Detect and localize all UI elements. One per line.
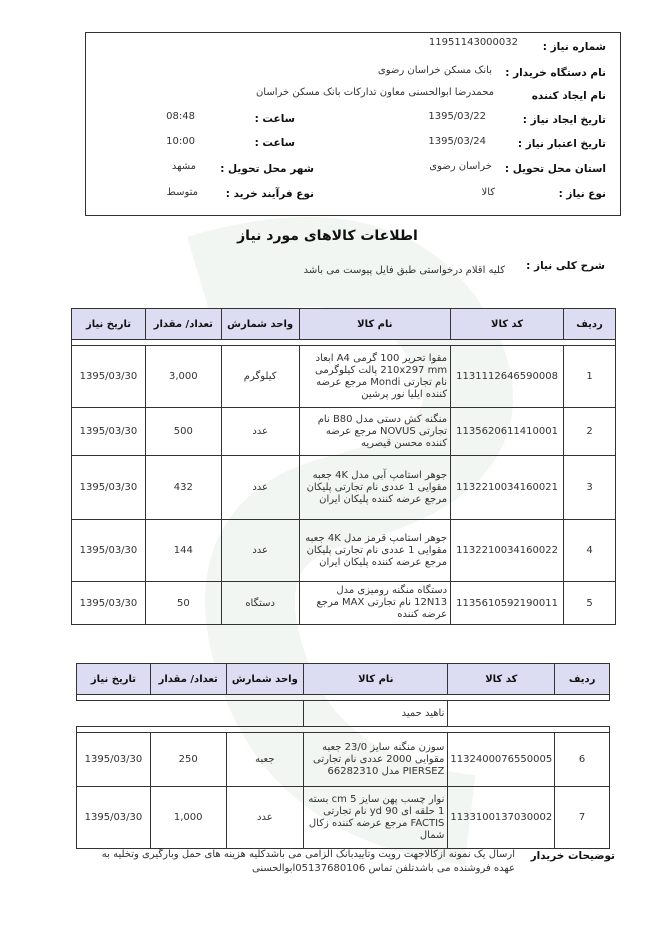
cell-code: 1135620611410001: [451, 408, 564, 456]
buyer-org-label: نام دستگاه خریدار :: [505, 67, 606, 79]
need-header-box: [85, 32, 621, 216]
cell-code: 1132210034160021: [451, 456, 564, 520]
cell-code: 1135610592190011: [451, 582, 564, 625]
cell-name: دستگاه منگنه رومیزی مدل 12N13 نام تجارتی MAX مرجع عرضه کننده: [299, 582, 451, 625]
buyer-notes-label: توضیحات خریدار: [530, 850, 615, 862]
validity-date-value: 1395/03/24: [428, 136, 486, 147]
continuation-row: [77, 701, 610, 727]
table-row: [77, 733, 610, 787]
cell-unit: جعبه: [226, 733, 304, 787]
need-type-label: نوع نیاز :: [558, 188, 606, 200]
header-row: ردیف: [564, 309, 616, 340]
cell-unit: عدد: [221, 456, 299, 520]
cell-unit: دستگاه: [221, 582, 299, 625]
cell-row: 4: [564, 520, 616, 582]
delivery-city-value: مشهد: [171, 161, 196, 172]
cell-code: 1133100137030002: [448, 787, 555, 849]
created-date-label: تاریخ ایجاد نیاز :: [522, 114, 606, 126]
need-type-value: کالا: [481, 187, 495, 198]
cell-date: 1395/03/30: [72, 582, 146, 625]
cell-qty: 432: [145, 456, 221, 520]
header-row: ردیف: [555, 664, 610, 695]
header-code: کد کالا: [451, 309, 564, 340]
header-unit: واحد شمارش: [221, 309, 299, 340]
cell-qty: 500: [145, 408, 221, 456]
cell-date: 1395/03/30: [72, 520, 146, 582]
cell-unit: عدد: [221, 520, 299, 582]
validity-time-value: 10:00: [166, 136, 195, 147]
delivery-province-label: استان محل تحویل :: [504, 163, 606, 175]
validity-time-label: ساعت :: [254, 137, 295, 149]
cell-unit: عدد: [226, 787, 304, 849]
created-time-label: ساعت :: [254, 113, 295, 125]
cell-row: 3: [564, 456, 616, 520]
cell-row: 7: [555, 787, 610, 849]
cell-row: 1: [564, 346, 616, 408]
table-row: [72, 346, 616, 408]
cell-qty: 144: [145, 520, 221, 582]
header-date: تاریخ نیاز: [72, 309, 146, 340]
table-row: [72, 408, 616, 456]
header-qty: تعداد/ مقدار: [150, 664, 226, 695]
cell-qty: 50: [145, 582, 221, 625]
table-row: [72, 582, 616, 625]
cell-unit: کیلوگرم: [221, 346, 299, 408]
cell-code: 1132400076550005: [448, 733, 555, 787]
cell-date: 1395/03/30: [77, 787, 151, 849]
cell-row: 5: [564, 582, 616, 625]
table-row: [77, 787, 610, 849]
created-time-value: 08:48: [166, 111, 195, 122]
section-title: اطلاعات کالاهای مورد نیاز: [237, 228, 418, 244]
items-table-2: [76, 663, 610, 849]
cell-date: 1395/03/30: [72, 456, 146, 520]
header-name: نام کالا: [299, 309, 451, 340]
header-unit: واحد شمارش: [226, 664, 304, 695]
creator-label: نام ایجاد کننده: [531, 90, 606, 102]
header-date: تاریخ نیاز: [77, 664, 151, 695]
cell-date: 1395/03/30: [72, 346, 146, 408]
cell-name: جوهر استامپ قرمز مدل 4K جعبه مقوایی 1 عددی نام تجارتی پلیکان مرجع عرضه کننده پلیکان ایران: [299, 520, 451, 582]
continuation-name: ناهید حمید: [304, 701, 448, 727]
cell-name: مقوا تحریر 100 گرمی A4 ابعاد 210x297 mm پالت کیلوگرمی نام تجارتی Mondi مرجع عرضه کننده ایلیا نور پرشین: [299, 346, 451, 408]
general-description-value: کلیه اقلام درخواستی طبق فایل پیوست می باشد: [303, 265, 505, 276]
cell-name: جوهر استامپ آبی مدل 4K جعبه مقوایی 1 عددی نام تجارتی پلیکان مرجع عرضه کننده پلیکان ایران: [299, 456, 451, 520]
cell-row: 2: [564, 408, 616, 456]
cell-row: 6: [555, 733, 610, 787]
purchase-process-value: متوسط: [166, 187, 198, 198]
cell-code: 1131112646590008: [451, 346, 564, 408]
cell-name: منگنه کش دستی مدل B80 نام تجارتی NOVUS مرجع عرضه کننده محسن قیصریه: [299, 408, 451, 456]
table-row: [72, 520, 616, 582]
cell-date: 1395/03/30: [77, 733, 151, 787]
need-number-value: 11951143000032: [428, 37, 518, 48]
general-description-label: شرح کلی نیاز :: [526, 260, 605, 272]
cell-date: 1395/03/30: [72, 408, 146, 456]
cell-qty: 3,000: [145, 346, 221, 408]
header-qty: تعداد/ مقدار: [145, 309, 221, 340]
header-name: نام کالا: [304, 664, 448, 695]
table-row: [72, 456, 616, 520]
cell-name: سوزن منگنه سایز 23/0 جعبه مقوایی 2000 عددی نام تجارتی PIERSEZ مدل 66282310: [304, 733, 448, 787]
created-date-value: 1395/03/22: [428, 111, 486, 122]
delivery-city-label: شهر محل تحویل :: [220, 163, 314, 175]
items-table-1: [71, 308, 616, 625]
purchase-process-label: نوع فرآیند خرید :: [225, 188, 314, 200]
creator-value: محمدرضا ابوالحسنی معاون تدارکات بانک مسکن خراسان: [255, 87, 494, 98]
validity-date-label: تاریخ اعتبار نیاز :: [517, 138, 606, 150]
cell-unit: عدد: [221, 408, 299, 456]
cell-qty: 250: [150, 733, 226, 787]
need-number-label: شماره نیاز :: [542, 41, 606, 53]
cell-name: نوار چسب پهن سایز 5 cm بسته 1 حلقه ای 90 yd نام تجارتی FACTIS مرجع عرضه کننده زکال شمال: [304, 787, 448, 849]
buyer-notes-text: ارسال یک نمونه ازکالاجهت رویت وتاییدبانک الزامی می باشدکلیه هزینه های حمل وبارگیری وتخلیه به عهده فروشنده می باشدتلفن تماس 05137680106ابوالحسنی: [101, 849, 515, 874]
header-code: کد کالا: [448, 664, 555, 695]
cell-code: 1132210034160022: [451, 520, 564, 582]
buyer-org-value: بانک مسکن خراسان رضوی: [377, 65, 492, 76]
cell-qty: 1,000: [150, 787, 226, 849]
delivery-province-value: خراسان رضوی: [429, 161, 492, 172]
